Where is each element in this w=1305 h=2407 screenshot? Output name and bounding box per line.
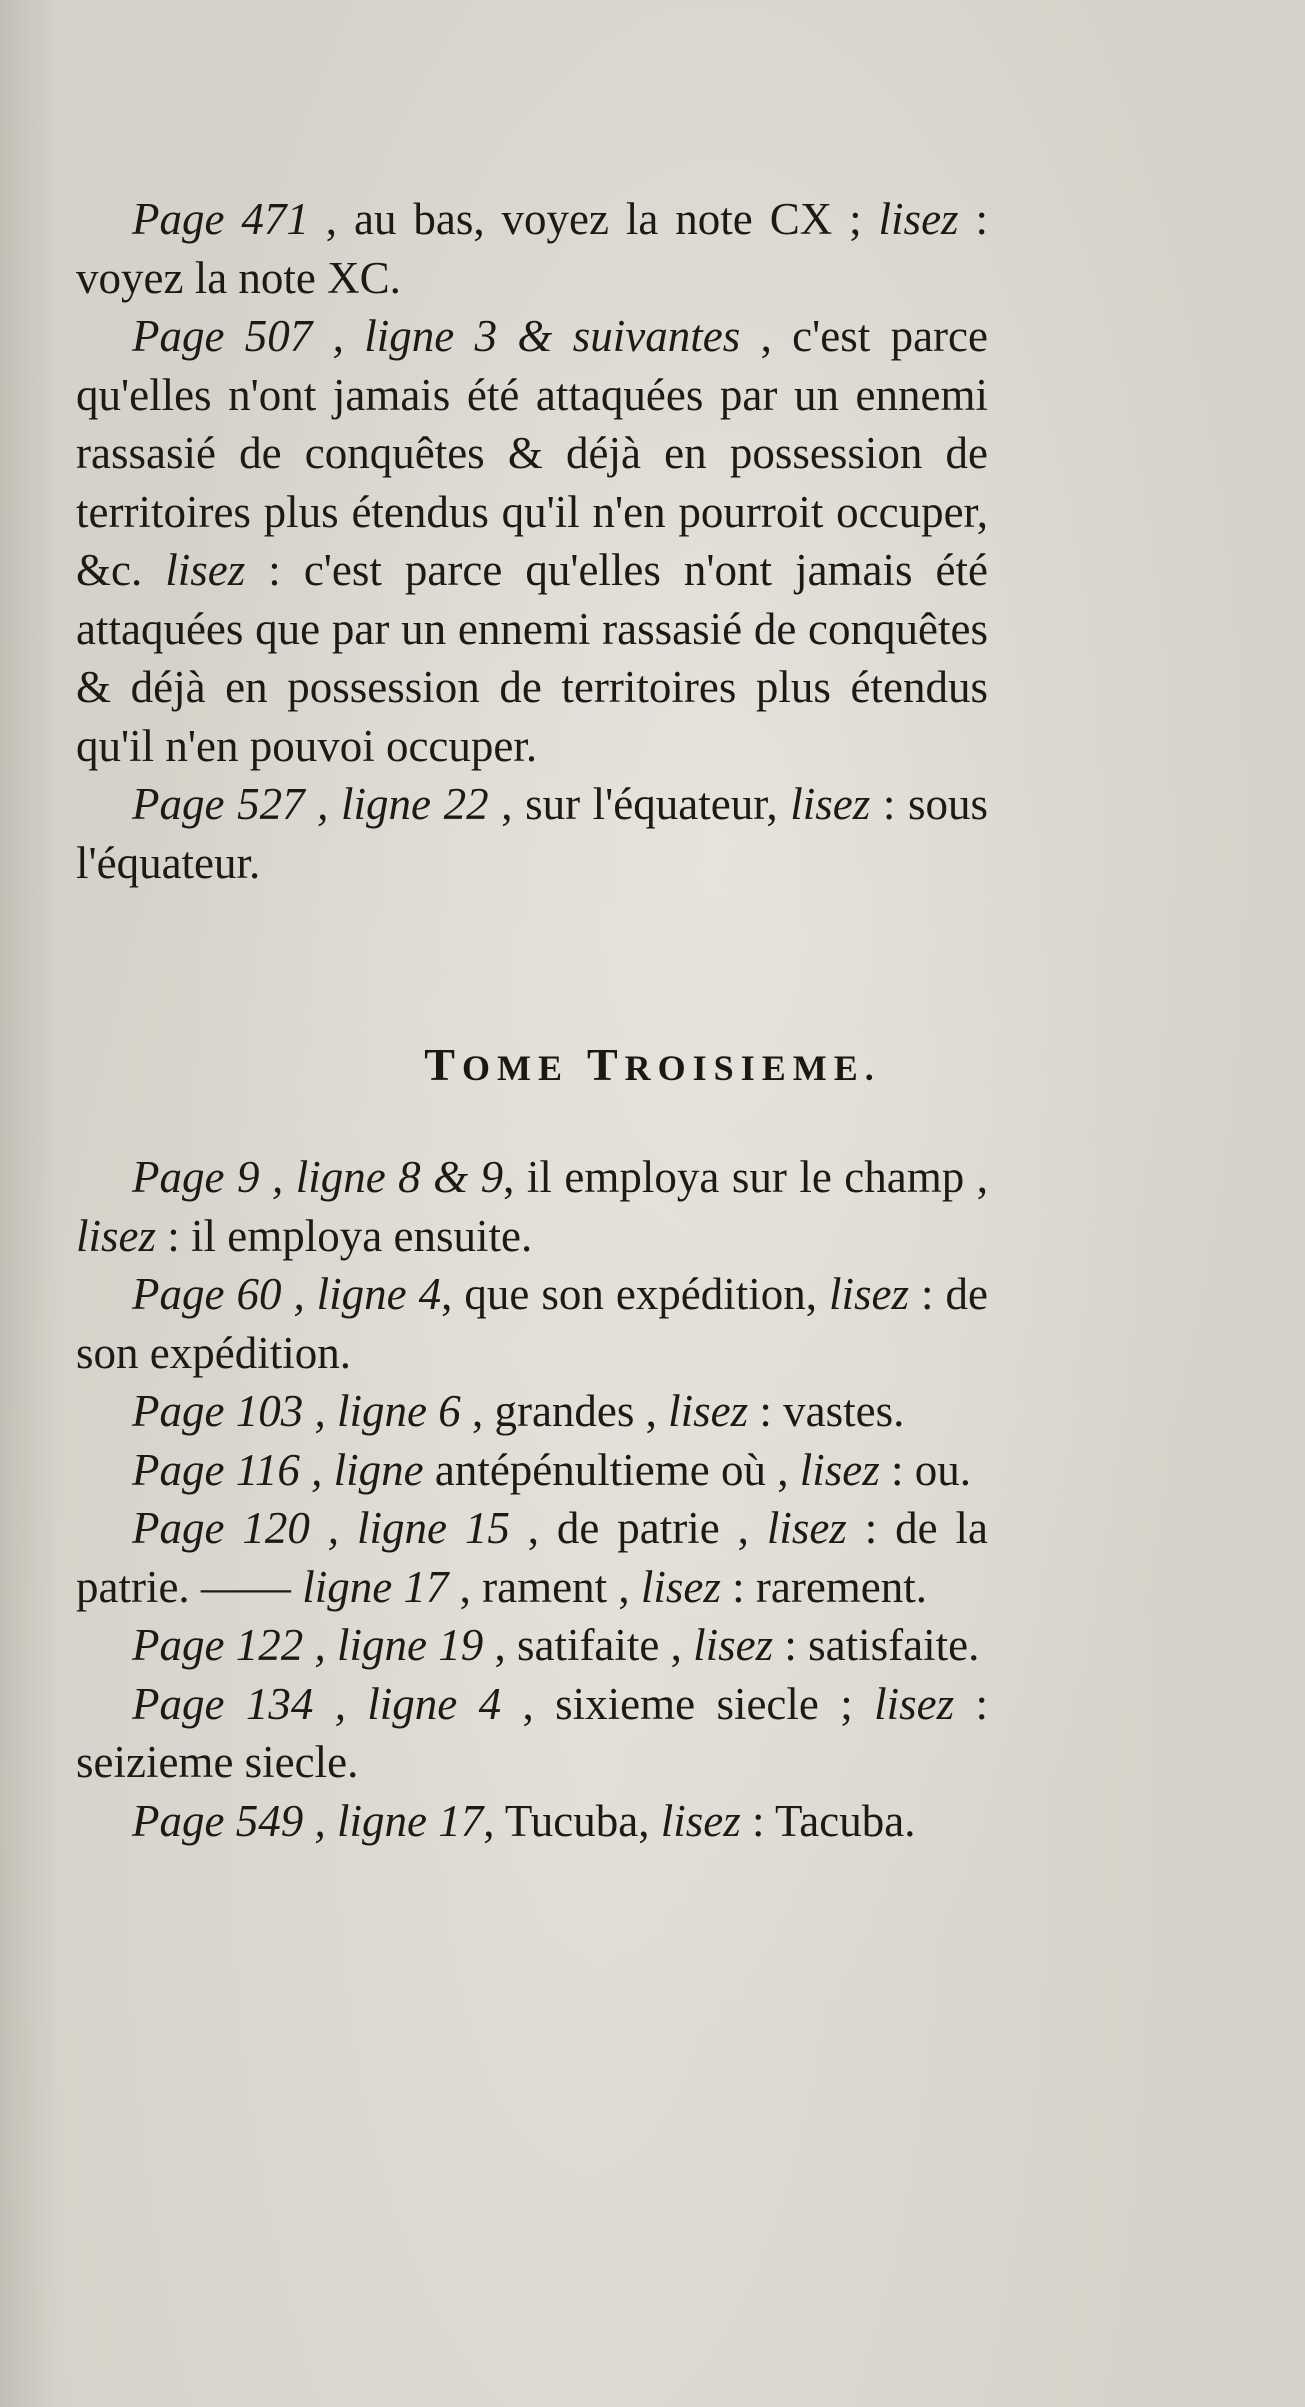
correction-text: : Tacuba. xyxy=(740,1795,916,1846)
page-reference: Page 103 xyxy=(132,1386,304,1436)
entry-text: , sur l'équateur, xyxy=(488,779,778,829)
page-reference: Page 60 xyxy=(132,1269,282,1319)
correction-text: : satisfaite. xyxy=(773,1620,980,1670)
correction-text: : c'est parce qu'elles n'ont jamais été attaquées que par un ennemi rassasié de conquêtes & déjà en possession de territoires plus étendus qu'il n'en pouvoi occuper. xyxy=(76,545,989,771)
entry-text: , Tucuba, xyxy=(483,1795,650,1846)
entry-text: , au bas, voyez la note CX ; xyxy=(308,194,862,244)
lisez-label: lisez xyxy=(799,1444,880,1495)
page-reference: Page 527 xyxy=(132,779,305,829)
line-reference: , ligne 19 xyxy=(303,1620,484,1670)
lisez-label: lisez xyxy=(660,1795,741,1846)
entry-text-second: , rament , xyxy=(448,1561,630,1612)
line-reference: , ligne 4 xyxy=(313,1678,502,1729)
entry-text: antépénultieme où , xyxy=(423,1444,789,1495)
entry-text: , grandes , xyxy=(460,1386,657,1436)
entry-text: , c'est parce qu'elles n'ont jamais été attaquées par un ennemi rassasié de conquêtes & déjà en possession de territoires plus étendus qu'il n'en pourroit occuper, &c. xyxy=(76,311,988,595)
errata-entry-page-60 xyxy=(76,1265,988,1382)
heading-initial-1: T xyxy=(424,1039,462,1090)
entry-text: , il employa sur le champ , xyxy=(503,1152,988,1202)
errata-entry-page-116 xyxy=(76,1441,988,1500)
line-reference: , ligne 17 xyxy=(303,1795,484,1846)
errata-entry-page-527 xyxy=(76,775,988,892)
errata-entry-page-120 xyxy=(76,1499,988,1616)
lisez-label: lisez xyxy=(693,1620,774,1670)
line-reference: , ligne 22 xyxy=(304,779,489,829)
errata-entry-page-103 xyxy=(76,1382,988,1441)
correction-text: : il employa ensuite. xyxy=(156,1210,533,1261)
page-reference: Page 120 xyxy=(132,1503,310,1553)
lisez-label-second: lisez xyxy=(640,1561,721,1612)
page-reference: Page 134 xyxy=(132,1678,314,1729)
page-reference: Page 549 xyxy=(132,1795,304,1846)
heading-word-2-rest: ROISIEME. xyxy=(624,1048,881,1088)
lisez-label: lisez xyxy=(165,545,246,595)
page-reference: Page 9 xyxy=(132,1152,260,1202)
page-reference: Page 507 xyxy=(132,311,313,361)
section-heading-tome-troisieme xyxy=(0,1038,1305,1091)
errata-entry-page-134 xyxy=(76,1675,988,1792)
correction-text: : de son expédition. xyxy=(76,1269,988,1378)
errata-entry-page-549 xyxy=(76,1792,988,1851)
page-reference: Page 122 xyxy=(132,1620,304,1670)
entry-text: , satifaite , xyxy=(483,1620,682,1670)
line-reference-second: ligne 17 xyxy=(290,1561,449,1612)
errata-entry-page-471 xyxy=(76,190,988,307)
entry-text: , sixieme siecle ; xyxy=(501,1678,853,1729)
errata-section-top xyxy=(76,190,988,892)
page-reference: Page 116 xyxy=(132,1444,300,1495)
lisez-label: lisez xyxy=(790,779,871,829)
lisez-label: lisez xyxy=(874,1678,955,1729)
lisez-label: lisez xyxy=(829,1269,910,1319)
correction-text: : voyez la note XC. xyxy=(76,194,988,303)
entry-text: , de patrie , xyxy=(509,1503,749,1553)
lisez-label: lisez xyxy=(76,1210,157,1261)
correction-text: : de la patrie. —— xyxy=(76,1503,989,1612)
lisez-label: lisez xyxy=(766,1503,847,1553)
line-reference: , ligne 4 xyxy=(281,1269,442,1319)
page-reference: Page 471 xyxy=(132,194,309,244)
correction-text: : vastes. xyxy=(748,1386,905,1436)
line-reference: , ligne xyxy=(299,1444,424,1495)
line-reference: , ligne 8 & 9 xyxy=(259,1152,504,1202)
line-reference: , ligne 15 xyxy=(309,1503,510,1553)
correction-text: : sous l'équateur. xyxy=(76,779,989,888)
entry-text: , que son expédition, xyxy=(441,1269,818,1319)
heading-initial-2: T xyxy=(586,1039,625,1090)
lisez-label: lisez xyxy=(878,194,959,244)
errata-entry-page-507 xyxy=(76,307,988,775)
errata-entry-page-9 xyxy=(76,1148,988,1265)
lisez-label: lisez xyxy=(668,1386,749,1436)
line-reference: , ligne 3 & suivantes xyxy=(312,311,741,361)
correction-text: : seizieme siecle. xyxy=(76,1678,989,1787)
heading-word-1-rest: OME xyxy=(461,1048,569,1088)
errata-section-bottom xyxy=(76,1148,988,1850)
correction-text: : ou. xyxy=(879,1444,972,1495)
errata-entry-page-122 xyxy=(76,1616,988,1675)
correction-text-second: : rarement. xyxy=(720,1561,928,1612)
line-reference: , ligne 6 xyxy=(303,1386,461,1436)
